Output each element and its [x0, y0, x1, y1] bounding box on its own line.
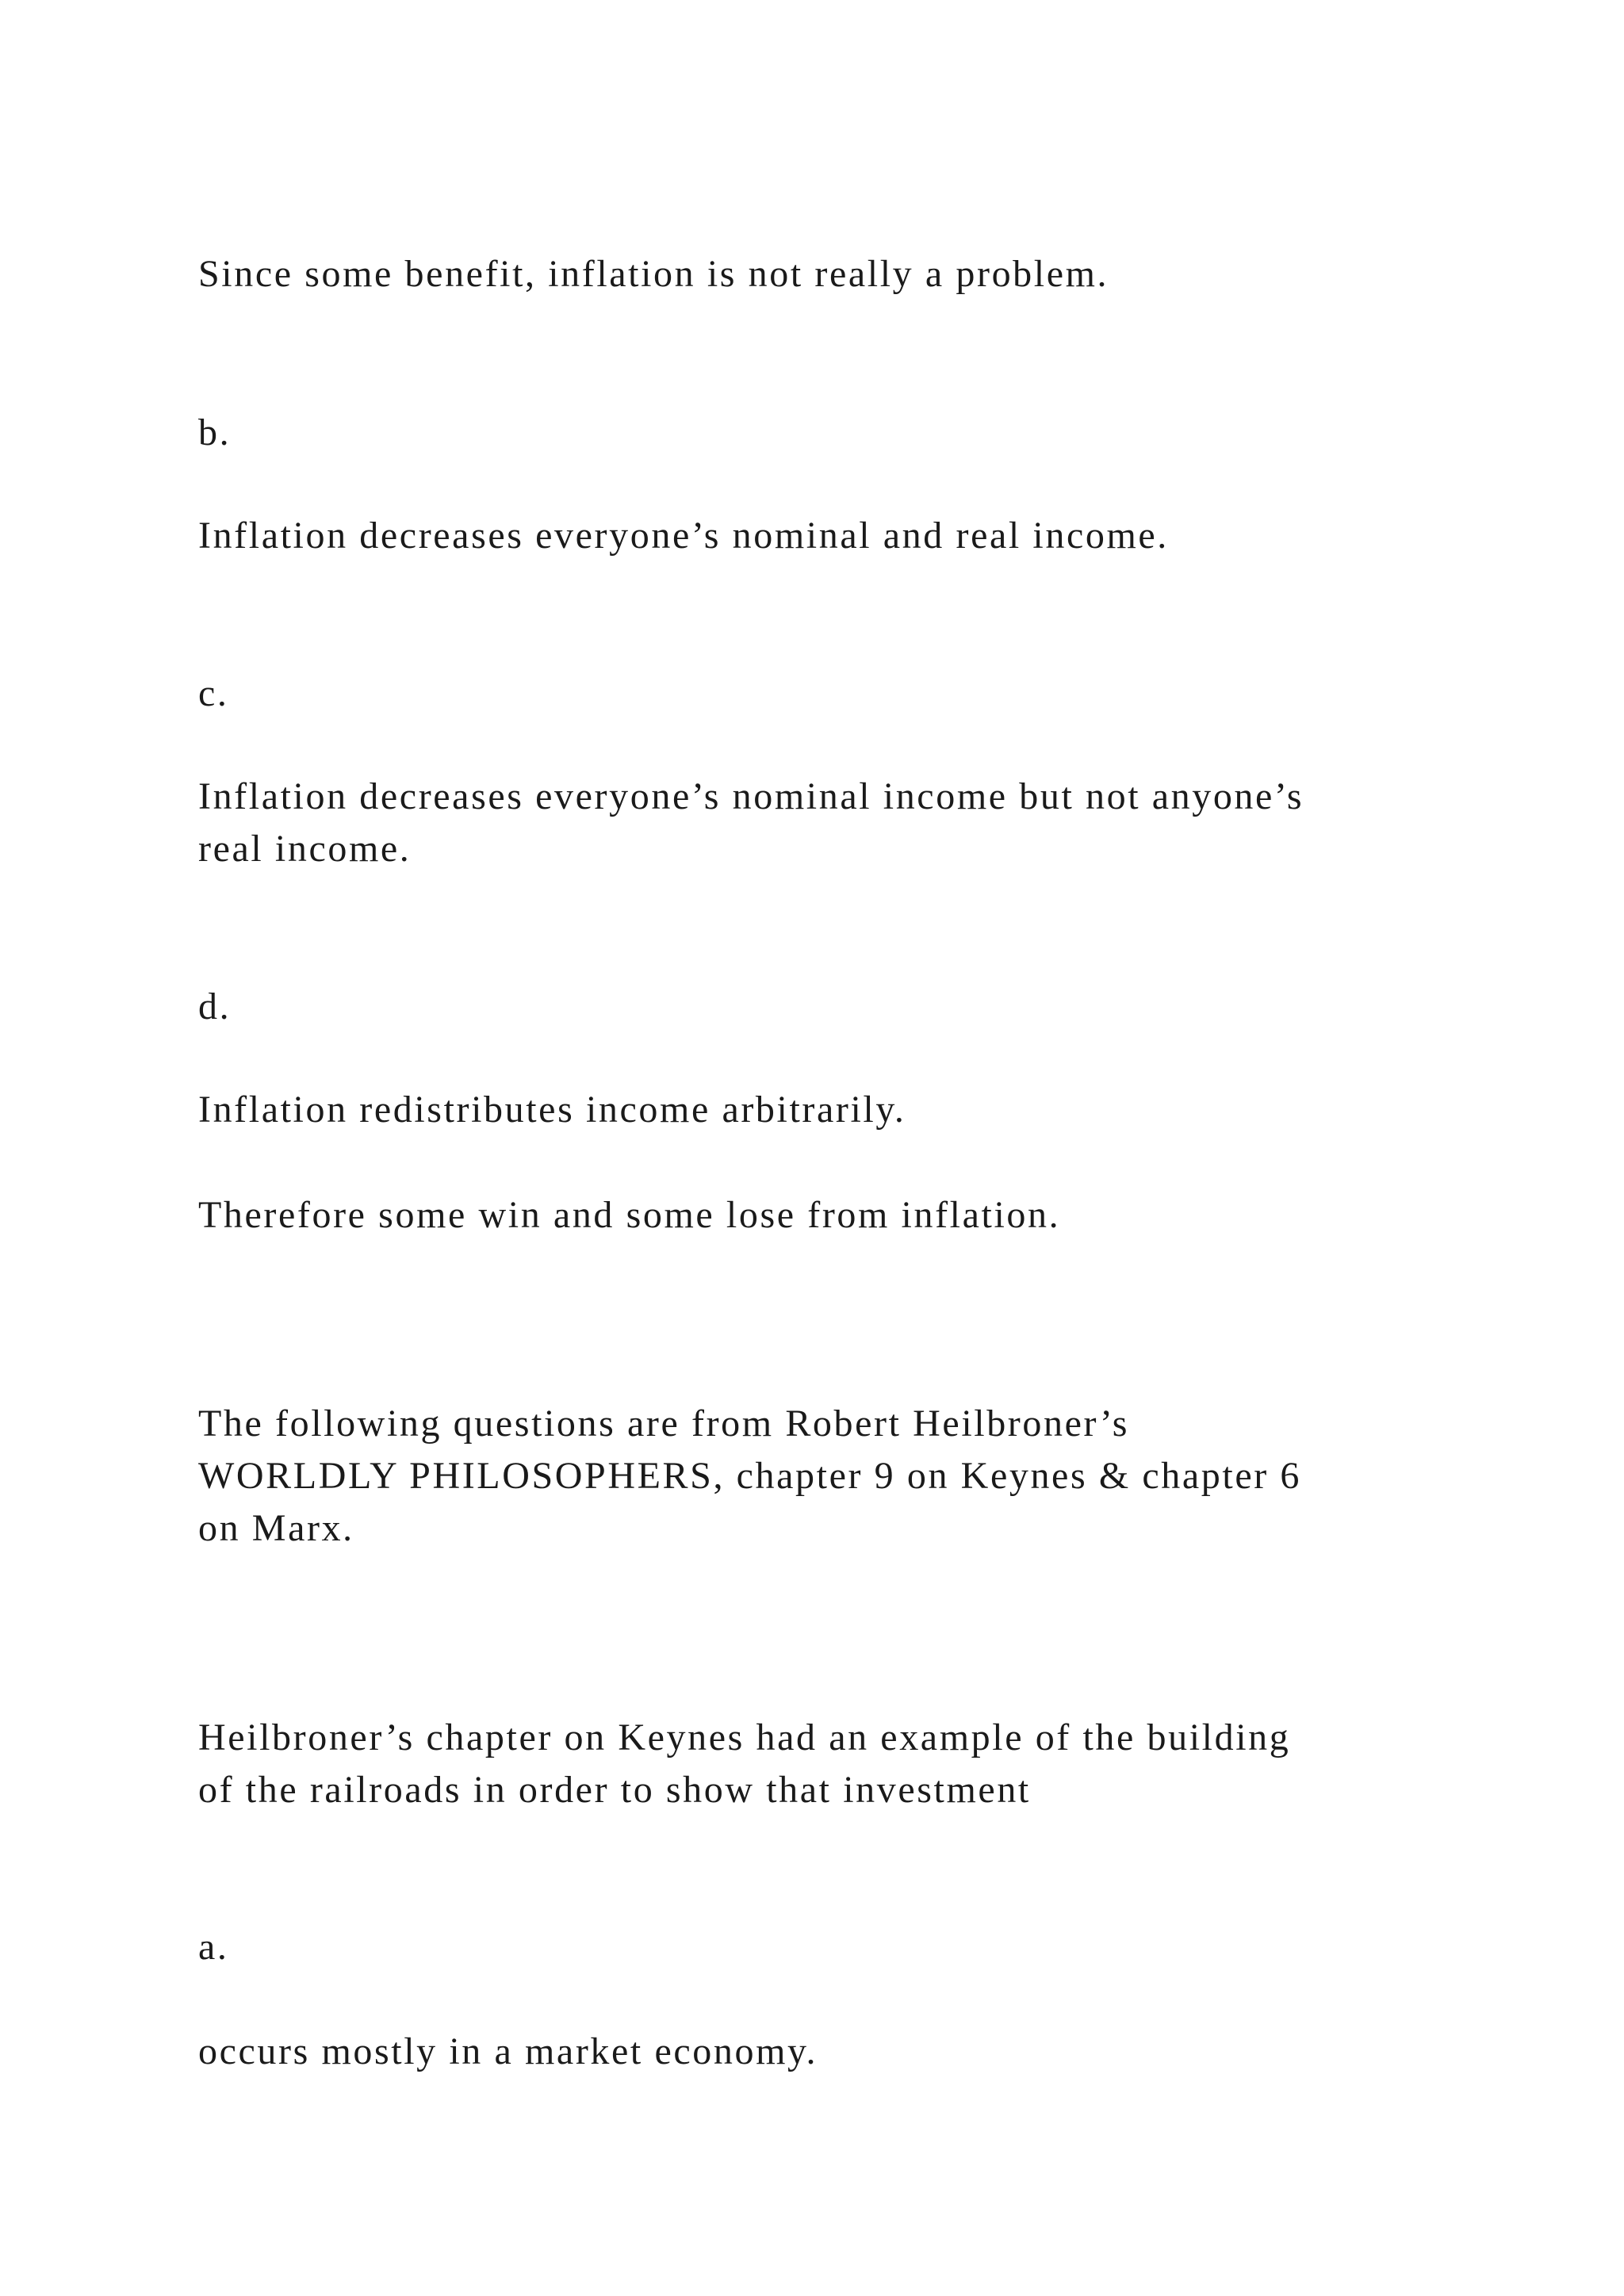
option-d-text-line-1: Inflation redistributes income arbitrarily. [198, 1089, 906, 1131]
next-option-a-text: occurs mostly in a market economy. [198, 2030, 818, 2072]
section-intro-line-3: on Marx. [198, 1507, 354, 1549]
option-b-text: Inflation decreases everyone’s nominal and real income. [198, 515, 1169, 557]
option-d-text-line-2: Therefore some win and some lose from inflation. [198, 1194, 1061, 1236]
option-d-letter: d. [198, 985, 232, 1027]
option-c-text-line-2: real income. [198, 828, 412, 870]
option-b-letter: b. [198, 411, 232, 453]
option-c-letter: c. [198, 672, 229, 714]
question-prompt-line-1: Heilbroner’s chapter on Keynes had an example of the building [198, 1716, 1291, 1758]
option-c-text-line-1: Inflation decreases everyone’s nominal income but not anyone’s [198, 775, 1304, 817]
question-prompt-line-2: of the railroads in order to show that investment [198, 1769, 1031, 1811]
option-a-text: Since some benefit, inflation is not really a problem. [198, 253, 1109, 295]
next-option-a-letter: a. [198, 1926, 229, 1968]
section-intro-line-2: WORLDLY PHILOSOPHERS, chapter 9 on Keynes & chapter 6 [198, 1455, 1302, 1497]
section-intro-line-1: The following questions are from Robert Heilbroner’s [198, 1402, 1130, 1445]
